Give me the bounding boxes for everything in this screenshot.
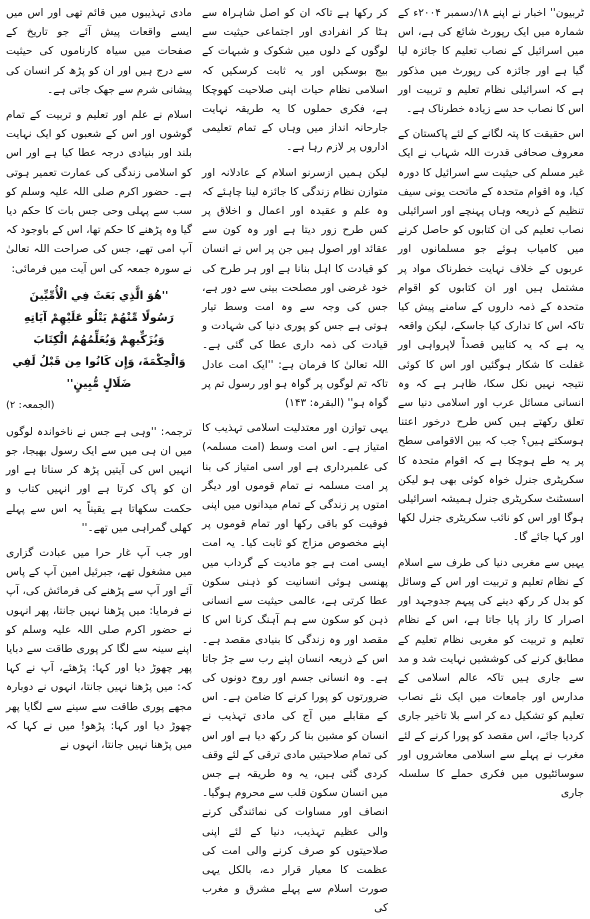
text-columns [6,4,584,915]
column-right [398,4,584,800]
paragraph: اس حقیقت کا پتہ لگانے کے لئے پاکستان کے معروف صحافی قدرت اللہ شہاب نے ایک غیر مسلم کی حیثیت سے اسرائیل کا دورہ کیا، وہ اقوام متحدہ کے ماتحت یونی سیف تنظیم کے ذریعہ وہاں پہنچے اور اسرائیلی نصاب تعلیم کی ان کتابوں کو حاصل کرنے میں کامیاب ہوئے جو مسلمانوں اور عربوں کے خلاف نہایت خطرناک مواد پر مشتمل ہیں اور ان کتابوں کو اقوام متحدہ کے ذمہ داروں کے سامنے پیش کیا تاکہ اس کا تدارک کیا جاسکے، لیکن واقعہ یہ ہے کہ یہ کتابیں قصداً لاپرواہی اور غفلت کا شکار ہوگئیں اور اس کا کوئی نتیجہ نہیں نکل سکا، ظاہر ہے کہ وہ انسانی مسائل عرب اور اسلامی دنیا سے تعلق رکھتے ہیں کس طرح درخور اعتنا ہوسکتے ہیں؟ جب کہ بین الاقوامی سطح پر یہ طے ہوچکا ہے کہ اقوام متحدہ کا سکریٹری جنرل خواہ کوئی بھی ہو لیکن اسسٹنٹ سکریٹری جنرل ہمیشہ اسرائیلی ہوگا اور اس کو نائب سکریٹری جنرل لکھا اور کہا جائے گا۔ [398,128,584,544]
column-middle [202,4,388,915]
quote-line: رَسُولًا مِّنْهُمْ يَتْلُو عَلَيْهِمْ آيَاتِهِ [24,310,174,324]
quote-line: ''هُوَ الَّذِي بَعَثَ فِي الْأُمِّيِّينَ [29,288,169,302]
paragraph: اسلام نے علم اور تعلیم و تربیت کے تمام گوشوں اور اس کے شعبوں کو ایک نہایت بلند اور بنیادی درجہ عطا کیا ہے اور اس کو اسلامی زندگی کی عمارت تعمیر ہوتی ہے۔ حضور اکرم صلی اللہ علیہ وسلم کو سب سے پہلی وحی جس بات کا حکم دیا گیا وہ پڑھنے کا حکم تھا، اس کے باوجود کہ آپ امی تھے، جس کی صراحت اللہ تعالیٰ نے سورہ جمعہ کی اس آیت میں فرمائی: [6,109,192,275]
paragraph: کر رکھا ہے تاکہ ان کو اصل شاہراہ سے ہٹا کر انفرادی اور اجتماعی حیثیت سے لوگوں کے دلوں میں شکوک و شبہات کے بیج بوسکیں اور یہ ثابت کرسکیں کہ اسلامی نظام حیات اپنی صلاحیت کھوچکا ہے، فکری حملوں کا یہ طریقہ نہایت جارحانہ انداز میں وہاں کے تمام تعلیمی اداروں پر لازم رہا ہے۔ [202,7,388,154]
quote-reference: (الجمعہ: ۲) [6,399,55,411]
quote-line: ضَلَالٍ مُّبِينٍ'' [66,376,132,390]
paragraph: لیکن ہمیں ازسرنو اسلام کے عادلانہ اور متوازن نظام زندگی کا جائزہ لینا چاہئے کہ وہ علم و عقیدہ اور اعمال و اخلاق پر کس طرح زور دیتا ہے اور وہ کون سے عقائد اور اصول ہیں جن پر اس نے انسان کو قیادت کا اہل بنانا ہے اور ہر طرح کی خود غرضی اور مصلحت بینی سے دور ہے، جس کی وجہ سے وہ امت وسط تیار ہوتی ہے جس کو پوری دنیا کی شہادت و قیادت کی ذمہ داری عطا کی گئی ہے۔ اللہ تعالیٰ کا فرمان ہے: ''ایک امت عادل تاکہ تم لوگوں پر گواہ ہو اور رسول تم پر گواہ ہو'' (البقرہ: ۱۴۳) [202,166,388,410]
paragraph: مادی تہذیبوں میں قائم تھی اور اس میں ایسے واقعات پیش آئے جو تاریخ کے صفحات میں سیاہ کارناموں کی حیثیت سے درج ہیں اور ان کو پڑھ کر انسان کی پیشانی شرم سے جھک جاتی ہے۔ [6,7,192,96]
paragraph: یہی توازن اور معتدلیت اسلامی تہذیب کا امتیاز ہے۔ اس امت وسط (امت مسلمہ) کی علمبرداری ہے اور اسی امتیاز کی بنا پر امت مسلمہ نے تمام قوموں اور دیگر امتوں پر زندگی کے تمام میدانوں میں اپنی فوقیت کو باقی رکھا اور تمام قوموں پر اپنے مخصوص مزاج کو ثابت کیا۔ یہ امت ایسی امت ہے جو مادیت کے گرداب میں پھنسی ہوئی انسانیت کو ذہنی سکون عطا کرتی ہے، عالمی حیثیت سے انسانی ذہن کو سکون سے ہم آہنگ کرنا اس کا مقصد اور وہ زندگی کا بنیادی مقصد ہے۔ اس کے ذریعہ انسان اپنے رب سے جڑ جاتا ہے۔ وہ انسانی جسم اور روح دونوں کی ضرورتوں کو پورا کرنے کا ضامن ہے۔ اس کے مقابلے میں آج کی مادی تہذیب نے انسان کو مشین بنا کر رکھ دیا ہے اور اس کی تمام صلاحیتیں مادی ترقی کے لئے وقف کردی گئی ہیں، یہ وہ طریقہ ہے جس میں انسان سکون قلب سے محروم ہوگیا۔ انصاف اور مساوات کی نمائندگی کرنے والی عظیم تہذیب، دنیا کے لئے اپنی صلاحیتوں کو صرف کرنے والی امت کی عظمت کا معیار قرار دے، بالکل یہی صورت اسلام سے پہلے مشرق و مغرب کی [202,422,388,915]
column-left [6,4,192,787]
paragraph: اور جب آپ غار حرا میں عبادت گزاری میں مشغول تھے، جبرئیل امین آپ کے پاس آئے اور آپ سے پڑھنے کی فرمائش کی، آپ نے فرمایا: میں پڑھنا نہیں جانتا، پھر انہوں نے حضور اکرم صلی اللہ علیہ وسلم کو اپنے سینہ سے لگا کر پوری طاقت سے دبایا پھر چھوڑ دیا اور کہا: پڑھئے، آپ نے کہا کہ: میں پڑھنا نہیں جانتا، انہوں نے دوبارہ مجھے پوری طاقت سے سینے سے لگایا پھر چھوڑ دیا اور کہا: پڑھو! میں نے کہا کہ میں پڑھنا نہیں جانتا، انہوں نے [6,547,192,752]
paragraph: ترجمہ: ''وہی ہے جس نے ناخواندہ لوگوں میں ان ہی میں سے ایک رسول بھیجا، جو انہیں اس کی آیتیں پڑھ کر سناتا ہے اور ان کو پاک کرتا ہے اور انہیں کتاب و حکمت سکھاتا ہے یقیناً یہ اس سے پہلے کھلی گمراہی میں تھے۔'' [6,425,192,534]
paragraph: ٹربیون'' اخبار نے اپنے ۱۸/دسمبر ۲۰۰۴ء کے شمارہ میں ایک رپورٹ شائع کی ہے، اس میں اسرائیل کے نصاب تعلیم کا جائزہ لیا گیا ہے اور جائزہ کی رپورٹ میں مذکور ہے کہ اسرائیلی نظام تعلیم و تربیت اور اس کا نصاب حد سے زیادہ خطرناک ہے۔ [398,7,584,116]
quran-verse-quote [6,285,192,417]
paragraph: یہیں سے مغربی دنیا کی طرف سے اسلام کے نظام تعلیم و تربیت اور اس کے وسائل کو بدل کر رکھ دینے کی پیہم جدوجہد اور اصرار کا راز پایا جاتا ہے، اس کے نظام تعلیم و تربیت کو مغربی نظام تعلیم کے مطابق کرنے کی کوششیں نہایت شد و مد سے جاری ہیں تاکہ عالم اسلامی کے مدارس اور جامعات میں ایک نئے نصاب تعلیم کو تشکیل دے کر اسے بلا تاخیر جاری کردیا جائے، اس مقصد کو پورا کرنے کے لئے مغرب نے پہلے سے اسلامی معاشروں اور سوسائٹیوں میں فکری حملے کا سلسلہ جاری [398,556,584,800]
quote-line: وَالْحِكْمَةَ، وَإِن كَانُوا مِن قَبْلُ لَفِي [12,354,186,368]
quote-line: وَيُزَكِّيهِمْ وَيُعَلِّمُهُمُ الْكِتَابَ [33,332,165,346]
